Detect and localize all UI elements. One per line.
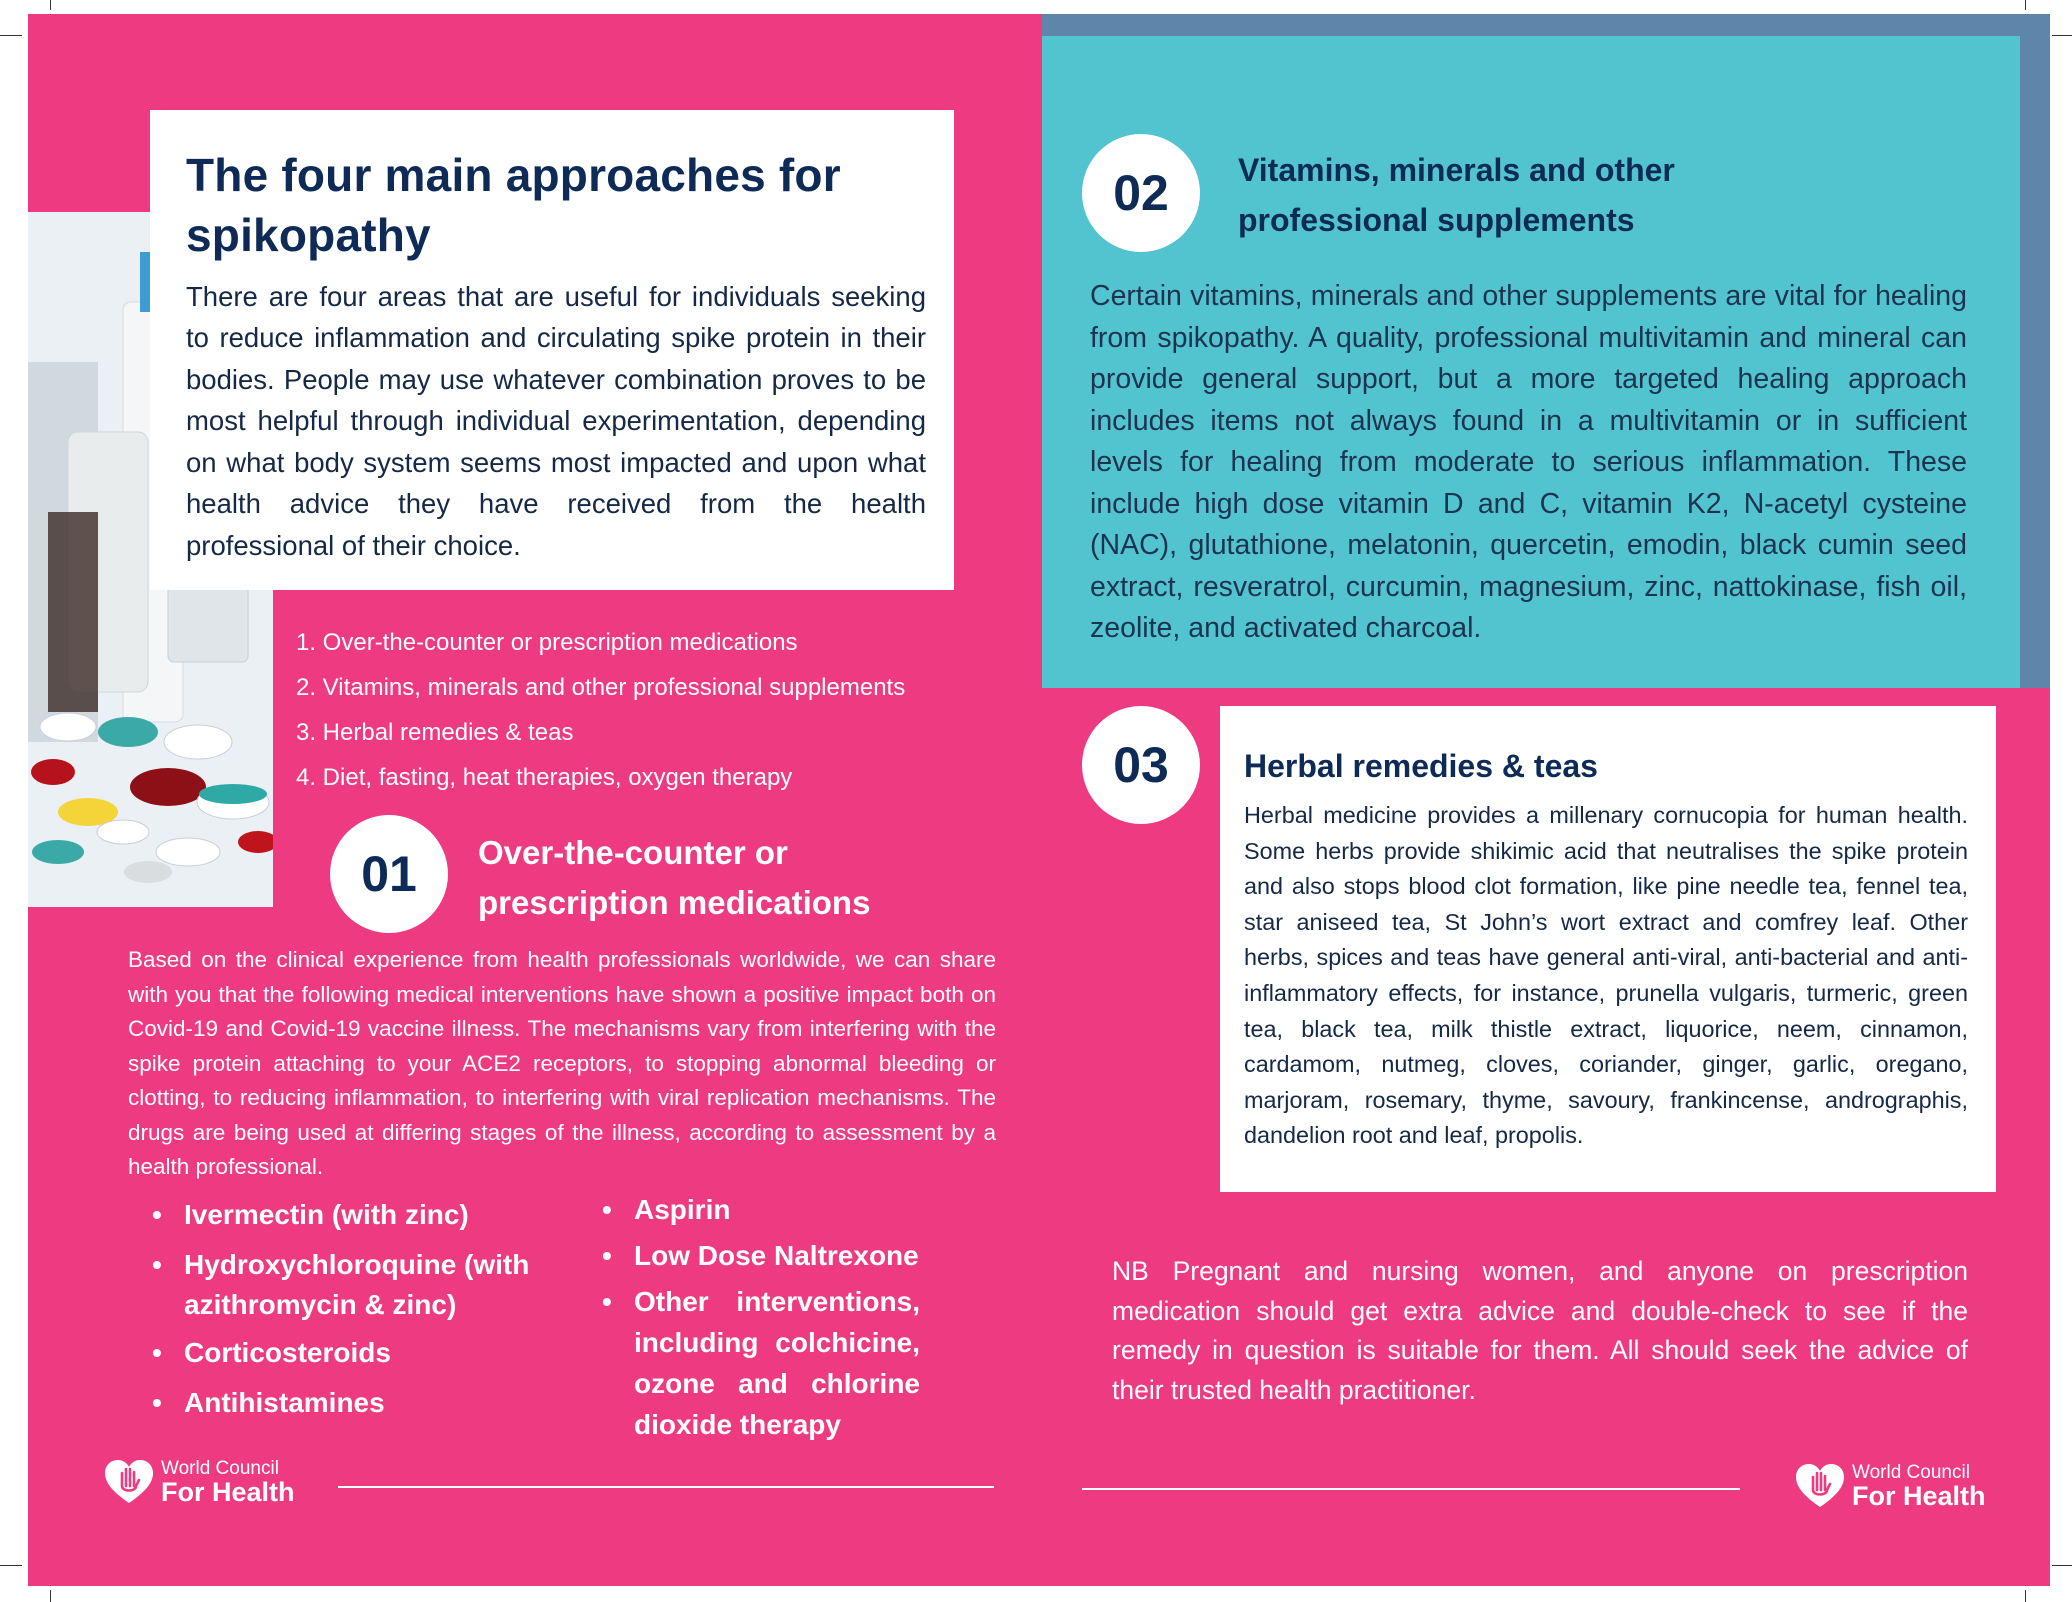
crop-mark-bottom-right-h [2052, 1565, 2072, 1566]
bullet-icon: • [152, 1337, 162, 1368]
approach-item: 3. Herbal remedies & teas [296, 719, 574, 746]
bullet-icon: • [152, 1199, 162, 1230]
section-02-body: Certain vitamins, minerals and other supplements are vital for healing from spikopathy. A quality, professional multivitamin and mineral can provide general support, but a more targeted healing approach includes items not always found in a multivitamin or in sufficient levels for healing from moderate to serious inflammation. These include high dose vitamin D and C, vitamin K2, N-acetyl cysteine (NAC), glutathione, melatonin, quercetin, emodin, black cumin seed extract, resveratrol, curcumin, magnesium, zinc, nattokinase, fish oil, zeolite, and activated charcoal. [1090, 280, 1967, 644]
safety-note: NB Pregnant and nursing women, and anyone on prescription medication should get extra advice and double-check to see if the remedy in question is suitable for them. All should seek the advice of their trusted health practitioner. [1112, 1256, 1968, 1405]
bullet-icon: • [602, 1194, 612, 1225]
section-02-heading-line2: professional supplements [1238, 202, 1635, 238]
medications-list-col2 [590, 1189, 920, 1445]
section-01-heading [478, 828, 1018, 928]
medications-list-col1 [140, 1195, 560, 1423]
bullet-icon: • [602, 1240, 612, 1271]
section-03-body: Herbal medicine provides a millenary cornucopia for human health. Some herbs provide shikimic acid that neutralises the spike protein and also stops blood clot formation, like pine needle tea, fennel tea, star aniseed tea, St John’s wort extract and comfrey leaf. Other herbs, spices and teas have general anti-viral, anti-bacterial and anti-inflammatory effects, for instance, prunella vulgaris, turmeric, green tea, black tea, milk thistle extract, liquorice, neem, cinnamon, cardamom, nutmeg, cloves, coriander, ginger, garlic, oregano, marjoram, rosemary, thyme, savoury, frankincense, andrographis, dandelion root and leaf, propolis. [1244, 802, 1968, 1149]
approaches-list [296, 620, 946, 800]
footer-divider-left [338, 1486, 994, 1488]
logo-text-line2: For Health [161, 1476, 295, 1507]
logo-text-line1: World Council [161, 1457, 279, 1479]
crop-mark-top-right-v [2025, 0, 2026, 10]
heart-hand-icon [1794, 1460, 1846, 1512]
page-title: The four main approaches for spikopathy [186, 149, 841, 261]
medication-item: • Other interventions, including colchicine, ozone and chlorine dioxide therapy [590, 1281, 920, 1445]
intro-paragraph: There are four areas that are useful for individuals seeking to reduce inflammation and circulating spike protein in their bodies. People may use whatever combination proves to be most helpful through individual experimentation, depending on what body system seems most impacted and upon what health advice they have received from the health professional of their choice. [186, 280, 926, 561]
section-01-number-badge: 01 [330, 815, 448, 933]
medication-item: • Aspirin [590, 1189, 920, 1230]
approach-item: 1. Over-the-counter or prescription medications [296, 629, 798, 656]
section-01-heading-line2: prescription medications [478, 884, 871, 921]
footer-divider-right [1082, 1488, 1740, 1490]
medication-item: • Antihistamines [140, 1383, 560, 1423]
approach-item: 4. Diet, fasting, heat therapies, oxygen therapy [296, 764, 793, 791]
bullet-icon: • [152, 1387, 162, 1418]
crop-mark-top-left-v [50, 0, 51, 10]
medication-item: • Low Dose Naltrexone [590, 1235, 920, 1276]
logo-text-line1: World Council [1852, 1461, 1970, 1483]
crop-mark-bottom-left-v [50, 1590, 51, 1602]
intro-card [150, 110, 954, 590]
bullet-icon: • [152, 1249, 162, 1280]
section-03-heading: Herbal remedies & teas [1244, 748, 1598, 784]
crop-mark-top-right-h [2052, 35, 2072, 36]
medication-item: • Corticosteroids [140, 1333, 560, 1373]
crop-mark-bottom-left-h [0, 1565, 22, 1566]
crop-mark-bottom-right-v [2025, 1590, 2026, 1602]
section-01-body: Based on the clinical experience from health professionals worldwide, we can share with you that the following medical interventions have shown a positive impact both on Covid-19 and Covid-19 vaccine illness. The mechanisms vary from interfering with the spike protein attaching to your ACE2 receptors, to stopping abnormal bleeding or clotting, to reducing inflammation, to interfering with viral replication mechanisms. The drugs are being used at differing stages of the illness, according to assessment by a health professional. [128, 947, 996, 1179]
heart-hand-icon [103, 1456, 155, 1508]
section-01-heading-line1: Over-the-counter or [478, 834, 788, 871]
bullet-icon: • [602, 1286, 612, 1317]
footer-logo-right [1794, 1460, 1986, 1512]
footer-logo-left [103, 1456, 295, 1508]
crop-mark-top-left-h [0, 35, 22, 36]
section-02-heading [1238, 145, 1938, 245]
medication-item: • Hydroxychloroquine (with azithromycin & zinc) [140, 1245, 560, 1325]
approach-item: 2. Vitamins, minerals and other professional supplements [296, 674, 906, 701]
section-03-number-badge: 03 [1082, 706, 1200, 824]
herbal-card [1220, 706, 1996, 1192]
section-02-heading-line1: Vitamins, minerals and other [1238, 152, 1675, 188]
logo-text-line2: For Health [1852, 1480, 1986, 1511]
section-02-number-badge: 02 [1082, 134, 1200, 252]
medication-item: • Ivermectin (with zinc) [140, 1195, 560, 1235]
